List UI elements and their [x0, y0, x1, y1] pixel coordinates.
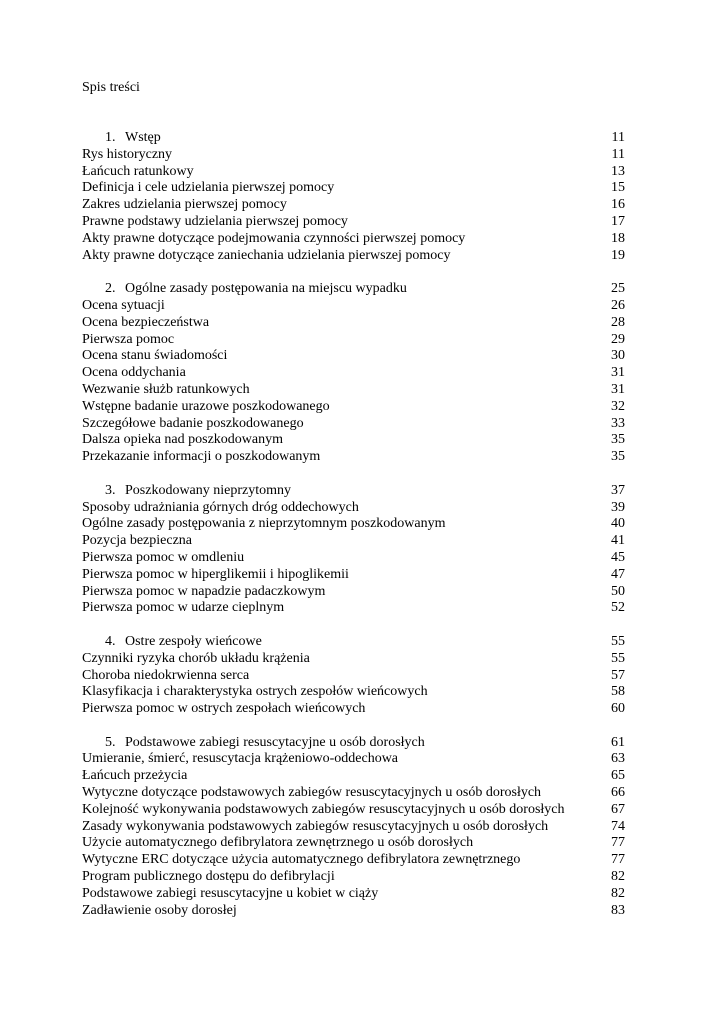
toc-section	[82, 130, 625, 264]
entry-label: Choroba niedokrwienna serca	[82, 667, 250, 683]
entry-label: Wezwanie służb ratunkowych	[82, 381, 250, 397]
entry-label: Zadławienie osoby dorosłej	[82, 902, 237, 918]
toc-entry[interactable]	[82, 315, 625, 332]
entry-page-number: 15	[611, 180, 625, 196]
entry-page-number: 35	[611, 432, 625, 448]
toc-chapter-heading[interactable]	[82, 130, 625, 147]
entry-page-number: 26	[611, 297, 625, 313]
entry-page-number: 33	[611, 415, 625, 431]
entry-page-number: 77	[611, 835, 625, 851]
entry-label: Dalsza opieka nad poszkodowanym	[82, 432, 283, 448]
entry-label: Łańcuch ratunkowy	[82, 163, 194, 179]
entry-page-number: 83	[611, 902, 625, 918]
toc-section	[82, 634, 625, 718]
entry-label: Program publicznego dostępu do defibrylacji	[82, 869, 335, 885]
entry-page-number: 35	[611, 449, 625, 465]
entry-label: Ocena oddychania	[82, 365, 186, 381]
entry-page-number: 60	[611, 701, 625, 717]
entry-label: Pozycja bezpieczna	[82, 533, 192, 549]
entry-label: Łańcuch przeżycia	[82, 768, 188, 784]
entry-label: Ocena sytuacji	[82, 297, 165, 313]
entry-page-number: 17	[611, 213, 625, 229]
toc-entry[interactable]	[82, 500, 625, 517]
entry-page-number: 45	[611, 549, 625, 565]
entry-page-number: 58	[611, 684, 625, 700]
entry-label: Wytyczne dotyczące podstawowych zabiegów resuscytacyjnych u osób dorosłych	[82, 785, 542, 801]
toc-entry[interactable]	[82, 600, 625, 617]
toc-entry[interactable]	[82, 147, 625, 164]
chapter-page-number: 11	[611, 130, 625, 145]
entry-page-number: 11	[611, 146, 625, 162]
toc-entry[interactable]	[82, 399, 625, 416]
entry-label: Przekazanie informacji o poszkodowanym	[82, 449, 321, 465]
toc-chapter-heading[interactable]	[82, 281, 625, 298]
entry-label: Akty prawne dotyczące podejmowania czynności pierwszej pomocy	[82, 230, 466, 246]
toc-sections	[82, 130, 625, 919]
toc-entry[interactable]	[82, 533, 625, 550]
toc-entry[interactable]	[82, 567, 625, 584]
chapter-title: Ostre zespoły wieńcowe	[125, 633, 262, 649]
toc-entry[interactable]	[82, 869, 625, 886]
entry-page-number: 28	[611, 314, 625, 330]
toc-entry[interactable]	[82, 416, 625, 433]
entry-label: Ocena stanu świadomości	[82, 348, 228, 364]
entry-label: Prawne podstawy udzielania pierwszej pomocy	[82, 213, 348, 229]
entry-page-number: 32	[611, 398, 625, 414]
chapter-page-number: 61	[611, 734, 625, 750]
entry-label: Klasyfikacja i charakterystyka ostrych zespołów wieńcowych	[82, 684, 428, 700]
entry-label: Pierwsza pomoc	[82, 331, 175, 347]
toc-entry[interactable]	[82, 584, 625, 601]
entry-page-number: 77	[611, 852, 625, 868]
toc-entry[interactable]	[82, 751, 625, 768]
toc-entry[interactable]	[82, 248, 625, 265]
toc-entry[interactable]	[82, 365, 625, 382]
toc-entry[interactable]	[82, 819, 625, 836]
toc-entry[interactable]	[82, 214, 625, 231]
chapter-title: Wstęp	[125, 130, 161, 145]
entry-page-number: 50	[611, 583, 625, 599]
toc-entry[interactable]	[82, 701, 625, 718]
toc-section	[82, 281, 625, 466]
toc-chapter-heading[interactable]	[82, 634, 625, 651]
toc-entry[interactable]	[82, 684, 625, 701]
toc-entry[interactable]	[82, 835, 625, 852]
entry-page-number: 55	[611, 650, 625, 666]
chapter-title: Podstawowe zabiegi resuscytacyjne u osób dorosłych	[125, 734, 425, 750]
entry-label: Ocena bezpieczeństwa	[82, 314, 210, 330]
toc-entry[interactable]	[82, 432, 625, 449]
toc-entry[interactable]	[82, 348, 625, 365]
toc-title: Spis treści	[82, 80, 140, 95]
toc-entry[interactable]	[82, 802, 625, 819]
toc-entry[interactable]	[82, 382, 625, 399]
entry-label: Ogólne zasady postępowania z nieprzytomnym poszkodowanym	[82, 516, 446, 532]
entry-page-number: 19	[611, 247, 625, 263]
entry-label: Rys historyczny	[82, 146, 173, 162]
entry-page-number: 13	[611, 163, 625, 179]
entry-label: Umieranie, śmierć, resuscytacja krążeniowo-oddechowa	[82, 751, 399, 767]
toc-chapter-heading[interactable]	[82, 483, 625, 500]
toc-entry[interactable]	[82, 164, 625, 181]
entry-page-number: 18	[611, 230, 625, 246]
entry-page-number: 63	[611, 751, 625, 767]
entry-label: Pierwsza pomoc w ostrych zespołach wieńcowych	[82, 701, 366, 717]
chapter-label	[82, 130, 161, 147]
chapter-page-number: 25	[611, 281, 625, 297]
toc-entry[interactable]	[82, 886, 625, 903]
entry-label: Sposoby udrażniania górnych dróg oddechowych	[82, 499, 359, 515]
chapter-number: 5.	[105, 734, 116, 750]
entry-page-number: 82	[611, 869, 625, 885]
entry-label: Wytyczne ERC dotyczące użycia automatycznego defibrylatora zewnętrznego	[82, 852, 521, 868]
chapter-page-number: 55	[611, 633, 625, 649]
chapter-title: Ogólne zasady postępowania na miejscu wypadku	[125, 281, 407, 297]
toc-entry[interactable]	[82, 231, 625, 248]
chapter-number: 1.	[105, 130, 116, 145]
entry-page-number: 67	[611, 801, 625, 817]
entry-page-number: 40	[611, 516, 625, 532]
chapter-number: 2.	[105, 281, 116, 297]
entry-page-number: 74	[611, 818, 625, 834]
chapter-label	[82, 281, 407, 298]
toc-entry[interactable]	[82, 785, 625, 802]
toc-entry[interactable]	[82, 516, 625, 533]
entry-label: Czynniki ryzyka chorób układu krążenia	[82, 650, 310, 666]
chapter-page-number: 37	[611, 482, 625, 498]
entry-page-number: 52	[611, 600, 625, 616]
chapter-label	[82, 634, 262, 651]
entry-label: Pierwsza pomoc w hiperglikemii i hipoglikemii	[82, 566, 349, 582]
entry-page-number: 39	[611, 499, 625, 515]
toc-entry[interactable]	[82, 550, 625, 567]
entry-label: Użycie automatycznego defibrylatora zewnętrznego u osób dorosłych	[82, 835, 474, 851]
toc-entry[interactable]	[82, 668, 625, 685]
chapter-number: 4.	[105, 633, 116, 649]
entry-label: Pierwsza pomoc w napadzie padaczkowym	[82, 583, 326, 599]
entry-label: Pierwsza pomoc w udarze cieplnym	[82, 600, 285, 616]
entry-page-number: 16	[611, 197, 625, 213]
chapter-label	[82, 735, 425, 752]
entry-page-number: 30	[611, 348, 625, 364]
entry-label: Kolejność wykonywania podstawowych zabiegów resuscytacyjnych u osób dorosłych	[82, 801, 565, 817]
entry-page-number: 29	[611, 331, 625, 347]
toc-entry[interactable]	[82, 449, 625, 466]
entry-page-number: 41	[611, 533, 625, 549]
entry-label: Podstawowe zabiegi resuscytacyjne u kobiet w ciąży	[82, 885, 379, 901]
entry-page-number: 31	[611, 365, 625, 381]
toc-entry[interactable]	[82, 768, 625, 785]
chapter-title: Poszkodowany nieprzytomny	[125, 482, 292, 498]
toc-entry[interactable]	[82, 852, 625, 869]
entry-label: Zakres udzielania pierwszej pomocy	[82, 197, 287, 213]
entry-page-number: 65	[611, 768, 625, 784]
toc-entry[interactable]	[82, 651, 625, 668]
entry-label: Wstępne badanie urazowe poszkodowanego	[82, 398, 330, 414]
entry-label: Akty prawne dotyczące zaniechania udzielania pierwszej pomocy	[82, 247, 451, 263]
toc-entry[interactable]	[82, 180, 625, 197]
chapter-label	[82, 483, 291, 500]
toc-section	[82, 735, 625, 920]
toc-entry[interactable]	[82, 332, 625, 349]
entry-page-number: 82	[611, 885, 625, 901]
toc-entry[interactable]	[82, 903, 625, 920]
chapter-number: 3.	[105, 482, 116, 498]
toc-section	[82, 483, 625, 617]
entry-page-number: 66	[611, 785, 625, 801]
entry-page-number: 47	[611, 566, 625, 582]
table-of-contents	[82, 78, 625, 936]
toc-chapter-heading[interactable]	[82, 735, 625, 752]
entry-label: Zasady wykonywania podstawowych zabiegów resuscytacyjnych u osób dorosłych	[82, 818, 549, 834]
toc-entry[interactable]	[82, 197, 625, 214]
entry-label: Szczegółowe badanie poszkodowanego	[82, 415, 304, 431]
entry-label: Definicja i cele udzielania pierwszej pomocy	[82, 180, 335, 196]
entry-label: Pierwsza pomoc w omdleniu	[82, 549, 245, 565]
toc-entry[interactable]	[82, 298, 625, 315]
entry-page-number: 31	[611, 381, 625, 397]
entry-page-number: 57	[611, 667, 625, 683]
